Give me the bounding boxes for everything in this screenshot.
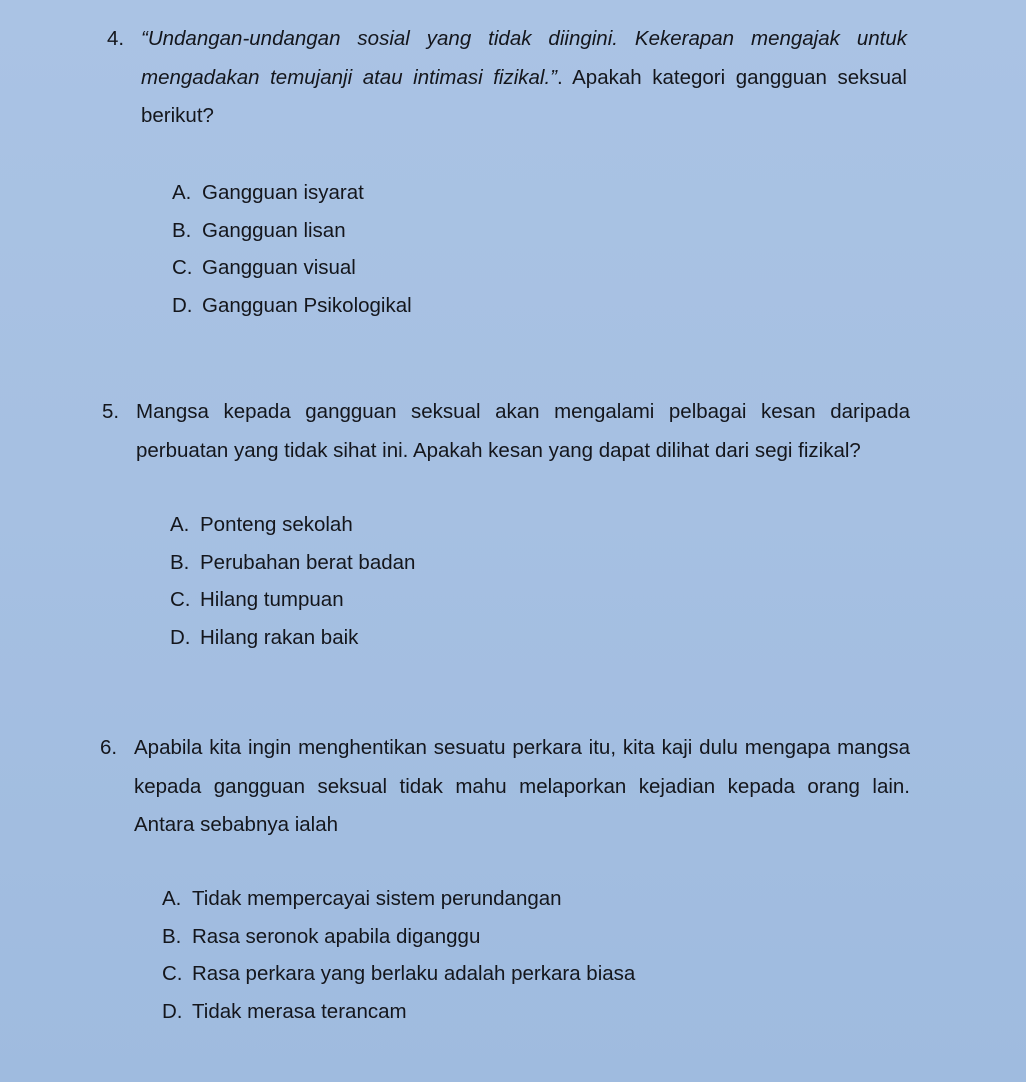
option-letter: C. [170, 588, 191, 611]
option-b [172, 212, 412, 250]
option-d [162, 993, 635, 1031]
question-6 [100, 729, 910, 845]
option-letter: A. [162, 887, 182, 910]
option-letter: B. [172, 218, 192, 242]
option-d [172, 287, 412, 325]
option-a [162, 880, 635, 918]
question-prompt: Apabila kita ingin menghentikan sesuatu perkara itu, kita kaji dulu mengapa mangsa kepada gangguan seksual tidak mahu melaporkan kejadian kepada orang lain. Antara sebabnya ialah [134, 736, 910, 836]
option-c [170, 581, 415, 619]
question-prompt: Mangsa kepada gangguan seksual akan mengalami pelbagai kesan daripada perbuatan yang tidak sihat ini. Apakah kesan yang dapat dilihat dari segi fizikal? [136, 400, 910, 462]
option-letter: D. [162, 999, 183, 1023]
option-a [172, 174, 412, 212]
option-text: Gangguan isyarat [202, 181, 364, 204]
option-text: Ponteng sekolah [200, 513, 353, 536]
question-5 [102, 393, 910, 470]
question-6-options [162, 880, 635, 1030]
question-4 [107, 20, 907, 136]
option-text: Rasa perkara yang berlaku adalah perkara biasa [192, 962, 636, 985]
option-text: Tidak mempercayai sistem perundangan [192, 887, 562, 910]
option-letter: D. [172, 293, 193, 317]
question-number: 5. [102, 400, 120, 423]
option-letter: D. [170, 625, 191, 649]
question-number: 6. [100, 736, 118, 759]
question-5-options [170, 506, 415, 656]
question-6-text [100, 729, 910, 845]
option-letter: B. [170, 550, 190, 574]
option-b [162, 918, 635, 956]
option-text: Gangguan lisan [202, 218, 346, 242]
option-letter: C. [162, 962, 183, 985]
option-letter: B. [162, 924, 182, 948]
option-text: Perubahan berat badan [200, 550, 416, 574]
option-text: Rasa seronok apabila diganggu [192, 924, 481, 948]
option-letter: A. [170, 513, 190, 536]
option-text: Hilang tumpuan [200, 588, 344, 611]
option-letter: C. [172, 256, 193, 279]
question-4-options [172, 174, 412, 324]
option-text: Gangguan visual [202, 256, 356, 279]
option-b [170, 544, 415, 582]
option-c [162, 955, 635, 993]
option-c [172, 249, 412, 287]
question-4-text [107, 20, 907, 136]
question-prompt: . Apakah kategori gangguan seksual berikut? [141, 65, 907, 127]
question-number: 4. [107, 27, 125, 50]
question-5-text [102, 393, 910, 470]
option-text: Tidak merasa terancam [192, 999, 407, 1023]
option-a [170, 506, 415, 544]
option-letter: A. [172, 181, 192, 204]
option-d [170, 619, 415, 657]
option-text: Gangguan Psikologikal [202, 293, 412, 317]
option-text: Hilang rakan baik [200, 625, 359, 649]
question-quote: “Undangan-undangan sosial yang tidak diingini. Kekerapan mengajak untuk mengadakan temujanji atau intimasi fizikal.” [141, 27, 907, 89]
